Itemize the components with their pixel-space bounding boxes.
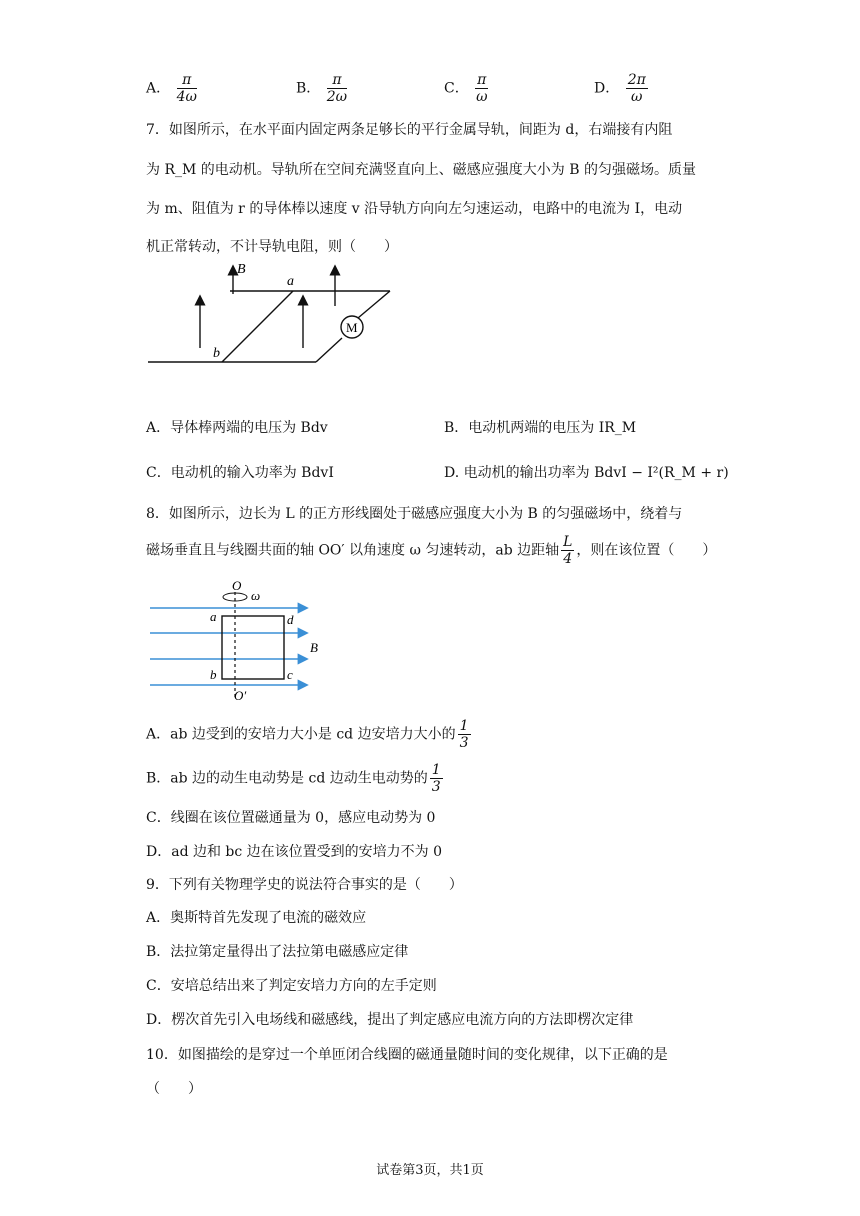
fraction xyxy=(561,534,574,567)
denominator: ω xyxy=(631,89,643,105)
fraction xyxy=(458,718,471,751)
q7-figure xyxy=(140,258,400,368)
numerator: π xyxy=(177,72,197,89)
label-b-field: B xyxy=(237,262,246,277)
denominator: 3 xyxy=(431,779,441,795)
option-letter: C． xyxy=(444,80,469,97)
q9-option-a: A．奥斯特首先发现了电流的磁效应 xyxy=(146,910,367,926)
numerator: L xyxy=(563,534,573,550)
q8-stem-line-1: 8．如图所示，边长为 L 的正方形线圈处于磁感应强度大小为 B 的匀强磁场中，绕着与 xyxy=(146,506,683,522)
fraction xyxy=(475,72,488,105)
q6-option-b xyxy=(296,72,349,105)
q7-stem-line-4: 机正常转动，不计导轨电阻，则（ ） xyxy=(146,239,398,255)
label-o-prime: O′ xyxy=(234,688,247,703)
option-text: B．ab 边的动生电动势是 cd 边动生电动势的 xyxy=(146,770,428,787)
label-b: b xyxy=(210,667,217,682)
option-letter: B． xyxy=(296,80,321,97)
label-a: a xyxy=(210,609,217,624)
q9-option-b: B．法拉第定量得出了法拉第电磁感应定律 xyxy=(146,944,409,960)
option-letter: A． xyxy=(146,80,171,97)
q8-stem-line-2 xyxy=(146,534,716,567)
denominator: ω xyxy=(476,89,488,105)
q8-option-a xyxy=(146,718,473,751)
q10-stem-line-2: （ ） xyxy=(146,1081,202,1097)
q8-stem-text-end: ，则在该位置（ ） xyxy=(576,542,717,559)
q9-stem: 9．下列有关物理学史的说法符合事实的是（ ） xyxy=(146,877,463,893)
q8-option-d: D．ad 边和 bc 边在该位置受到的安培力不为 0 xyxy=(146,844,443,860)
fraction xyxy=(430,762,443,795)
q7-stem-line-3: 为 m、阻值为 r 的导体棒以速度 v 沿导轨方向向左匀速运动，电路中的电流为 I，电动 xyxy=(146,201,683,217)
denominator: 2ω xyxy=(326,89,348,105)
fraction xyxy=(177,72,197,105)
numerator: 1 xyxy=(459,718,469,734)
label-c: c xyxy=(287,667,293,682)
page-footer: 试卷第3页，共1页 xyxy=(376,1163,484,1178)
option-text: A．ab 边受到的安培力大小是 cd 边安培力大小的 xyxy=(146,726,456,743)
q10-stem-line-1: 10．如图描绘的是穿过一个单匝闭合线圈的磁通量随时间的变化规律，以下正确的是 xyxy=(146,1047,668,1063)
fraction xyxy=(327,72,347,105)
numerator: 1 xyxy=(431,762,441,778)
numerator: π xyxy=(327,72,347,89)
q8-figure xyxy=(146,578,346,704)
denominator: 4 xyxy=(563,551,573,567)
label-omega: ω xyxy=(251,588,261,603)
label-b-field: B xyxy=(310,640,318,655)
q8-stem-text: 磁场垂直且与线圈共面的轴 OO′ 以角速度 ω 匀速转动，ab 边距轴 xyxy=(146,542,560,559)
label-d: d xyxy=(287,612,294,627)
q9-option-c: C．安培总结出来了判定安培力方向的左手定则 xyxy=(146,978,437,994)
q9-option-d: D．楞次首先引入电场线和磁感线，提出了判定感应电流方向的方法即楞次定律 xyxy=(146,1012,634,1028)
q7-stem-line-2: 为 R_M 的电动机。导轨所在空间充满竖直向上、磁感应强度大小为 B 的匀强磁场。质量 xyxy=(146,162,696,178)
option-letter: D． xyxy=(594,80,620,97)
denominator: 4ω xyxy=(176,89,197,105)
q6-option-c xyxy=(444,72,490,105)
q7-option-c: C．电动机的输入功率为 BdvI xyxy=(146,465,334,481)
numerator: 2π xyxy=(627,72,646,88)
numerator: π xyxy=(477,72,487,88)
q8-option-c: C．线圈在该位置磁通量为 0，感应电动势为 0 xyxy=(146,810,436,826)
denominator: 3 xyxy=(459,735,469,751)
label-a: a xyxy=(287,274,294,289)
fraction xyxy=(626,72,648,105)
motor-label: M xyxy=(346,320,358,335)
label-b: b xyxy=(213,346,220,361)
label-o: O xyxy=(232,578,242,593)
q6-option-d xyxy=(594,72,650,105)
q7-option-b: B．电动机两端的电压为 IR_M xyxy=(444,420,637,436)
q6-option-a xyxy=(146,72,199,105)
q7-stem-line-1: 7．如图所示，在水平面内固定两条足够长的平行金属导轨，间距为 d，右端接有内阻 xyxy=(146,122,673,138)
q7-option-d: D. 电动机的输出功率为 BdvI − I²(R_M + r) xyxy=(444,465,729,481)
q8-option-b xyxy=(146,762,445,795)
q7-option-a: A．导体棒两端的电压为 Bdv xyxy=(146,420,328,436)
